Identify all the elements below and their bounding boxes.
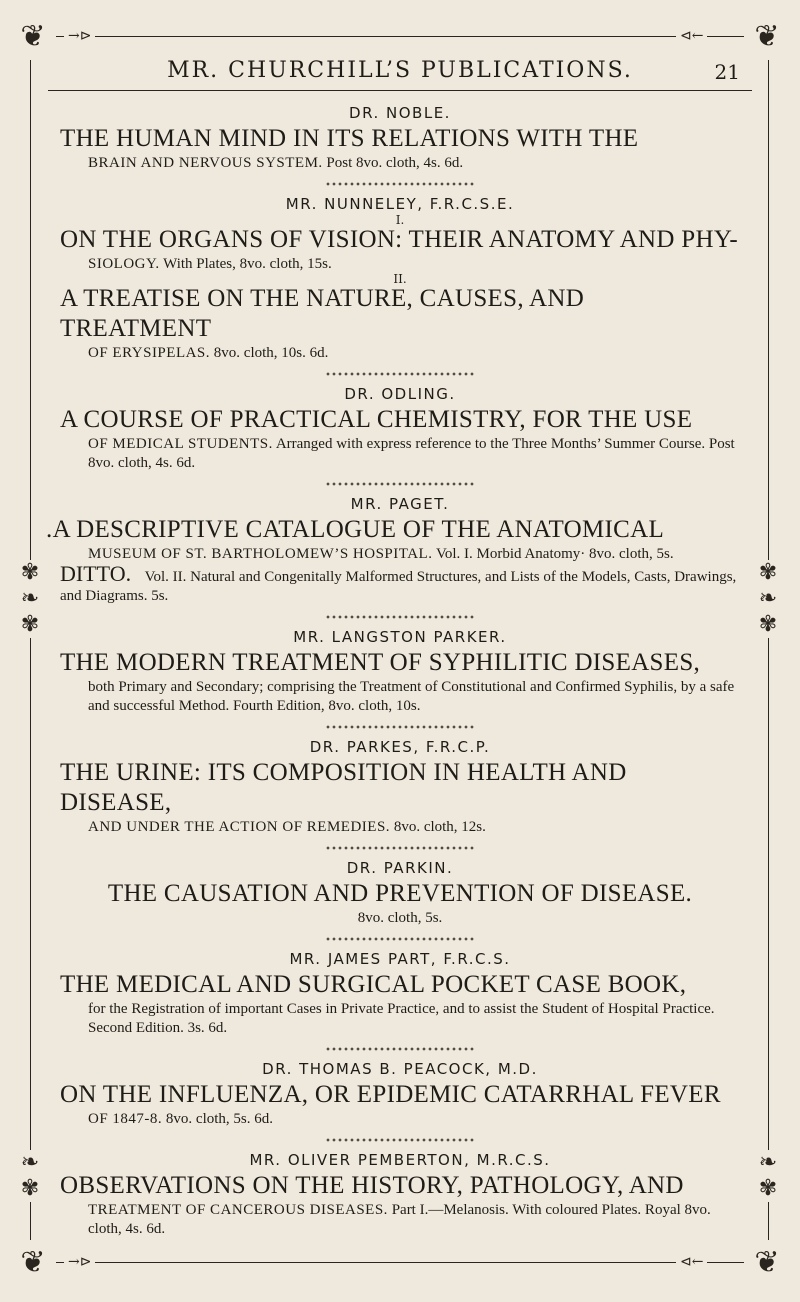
running-header [60,58,740,83]
author-name: DR. PARKES, F.R.C.P. [309,738,491,756]
book-details: Part I.—Melanosis. With coloured Plates. Royal 8vo. cloth, 4s. 6d. [88,1202,711,1237]
book-subtitle: BRAIN AND NERVOUS SYSTEM. [88,155,323,171]
arrow-ornament-icon: ⊲← [676,1254,707,1270]
publication-entry-part [60,950,740,1038]
page-number: 21 [714,60,740,84]
book-subtitle: MUSEUM OF ST. BARTHOLOMEW’S HOSPITAL. [88,546,433,562]
book-title: THE HUMAN MIND IN ITS RELATIONS WITH THE [60,125,639,152]
book-description [88,1201,740,1239]
book-title: THE URINE: ITS COMPOSITION IN HEALTH AND DISEASE, [60,759,627,816]
book-description [88,818,740,837]
corner-fleuron-icon: ❦ [744,1240,790,1286]
volume-numeral: I. [395,213,405,227]
publication-entry-nunneley [60,195,740,363]
author-name: DR. NOBLE. [349,104,451,122]
running-title: MR. CHURCHILL’S PUBLICATIONS. [167,58,633,83]
volume-numeral: II. [393,272,407,286]
separator-rule [325,1137,475,1143]
separator-rule [325,371,475,377]
frame-border-top [30,36,770,37]
side-floral-ornament-icon: ❧ ✾ [756,1150,780,1202]
book-subtitle: OF ERYSIPELAS. [88,345,211,361]
book-description [88,344,740,363]
book-details: 8vo. cloth, 5s. 6d. [165,1111,274,1127]
book-description [88,545,740,564]
author-name: MR. JAMES PART, F.R.C.S. [289,950,511,968]
book-title: ON THE ORGANS OF VISION: THEIR ANATOMY AND PHY- [60,226,739,253]
book-title: A COURSE OF PRACTICAL CHEMISTRY, FOR THE USE [60,406,693,433]
publication-entry-langston-parker [60,628,740,716]
book-description: for the Registration of important Cases in Private Practice, and to assist the Student of Hospital Practice. Second Edition. 3s. 6d. [88,1001,715,1036]
book-details: With Plates, 8vo. cloth, 15s. [163,256,332,272]
author-name: MR. PAGET. [350,495,450,513]
book-title: THE MEDICAL AND SURGICAL POCKET CASE BOOK, [60,971,687,998]
header-rule [48,90,752,91]
publication-entry-odling [60,385,740,473]
separator-rule [325,181,475,187]
book-title: A DESCRIPTIVE CATALOGUE OF THE ANATOMICAL [52,516,665,543]
book-description [88,1110,740,1129]
author-name: DR. PARKIN. [346,859,454,877]
book-details: Post 8vo. cloth, 4s. 6d. [326,155,464,171]
frame-border-bottom [30,1262,770,1263]
author-name: MR. OLIVER PEMBERTON, M.R.C.S. [249,1151,551,1169]
frame-border-right [768,36,769,1262]
book-title: A TREATISE ON THE NATURE, CAUSES, AND TREATMENT [60,285,585,342]
arrow-ornament-icon: →⊳ [64,1254,95,1270]
side-floral-ornament-icon: ❧ ✾ [18,1150,42,1202]
separator-rule [325,724,475,730]
book-details: 8vo. cloth, 12s. [393,819,486,835]
publication-entry-paget [46,495,740,606]
author-name: DR. THOMAS B. PEACOCK, M.D. [262,1060,538,1078]
book-subtitle: TREATMENT OF CANCEROUS DISEASES. [88,1202,388,1218]
author-name: MR. NUNNELEY, F.R.C.S.E. [285,195,515,213]
corner-fleuron-icon: ❦ [10,14,56,60]
book-description [60,561,740,606]
publication-list [46,104,740,1247]
book-subtitle: OF MEDICAL STUDENTS. [88,436,273,452]
book-title-line [46,515,740,545]
author-name: MR. LANGSTON PARKER. [293,628,507,646]
corner-fleuron-icon: ❦ [10,1240,56,1286]
book-description: 8vo. cloth, 5s. [357,910,443,926]
book-details: 8vo. cloth, 10s. 6d. [213,345,329,361]
side-floral-ornament-icon: ✾ ❧ ✾ [756,560,780,638]
publication-entry-parkin [60,859,740,928]
separator-rule [325,936,475,942]
book-subtitle: AND UNDER THE ACTION OF REMEDIES. [88,819,391,835]
book-title: THE MODERN TREATMENT OF SYPHILITIC DISEASES, [60,649,701,676]
corner-fleuron-icon: ❦ [744,14,790,60]
separator-rule [325,481,475,487]
book-description [88,154,740,173]
book-title: THE CAUSATION AND PREVENTION OF DISEASE. [107,880,693,907]
arrow-ornament-icon: ⊲← [676,28,707,44]
book-subtitle: OF 1847-8. [88,1111,163,1127]
author-name: DR. ODLING. [344,385,456,403]
book-description [88,435,740,473]
book-description [88,255,740,274]
publication-entry-pemberton [60,1151,740,1239]
ditto-label: DITTO. [60,561,132,586]
book-details: Vol. I. Morbid Anatomy· 8vo. cloth, 5s. [435,546,674,562]
publication-entry-parkes [60,738,740,837]
side-floral-ornament-icon: ✾ ❧ ✾ [18,560,42,638]
separator-rule [325,1046,475,1052]
publication-entry-peacock [60,1060,740,1129]
separator-rule [325,614,475,620]
book-title: OBSERVATIONS ON THE HISTORY, PATHOLOGY, AND [60,1172,684,1199]
book-title: ON THE INFLUENZA, OR EPIDEMIC CATARRHAL FEVER [60,1081,721,1108]
book-details: Arranged with express reference to the Three Months’ Summer Course. Post 8vo. cloth, 4s. 6d. [88,436,735,471]
book-details: Vol. II. Natural and Congenitally Malformed Structures, and Lists of the Models, Casts, Drawings, and Diagrams. 5s. [60,569,737,604]
publication-entry-noble [60,104,740,173]
book-subtitle: SIOLOGY. [88,256,160,272]
bullet-mark: . [46,516,53,543]
separator-rule [325,845,475,851]
frame-border-left [30,36,31,1262]
arrow-ornament-icon: →⊳ [64,28,95,44]
book-description: both Primary and Secondary; comprising the Treatment of Constitutional and Confirmed Syphilis, by a safe and successful Method. Fourth Edition, 8vo. cloth, 10s. [88,679,735,714]
